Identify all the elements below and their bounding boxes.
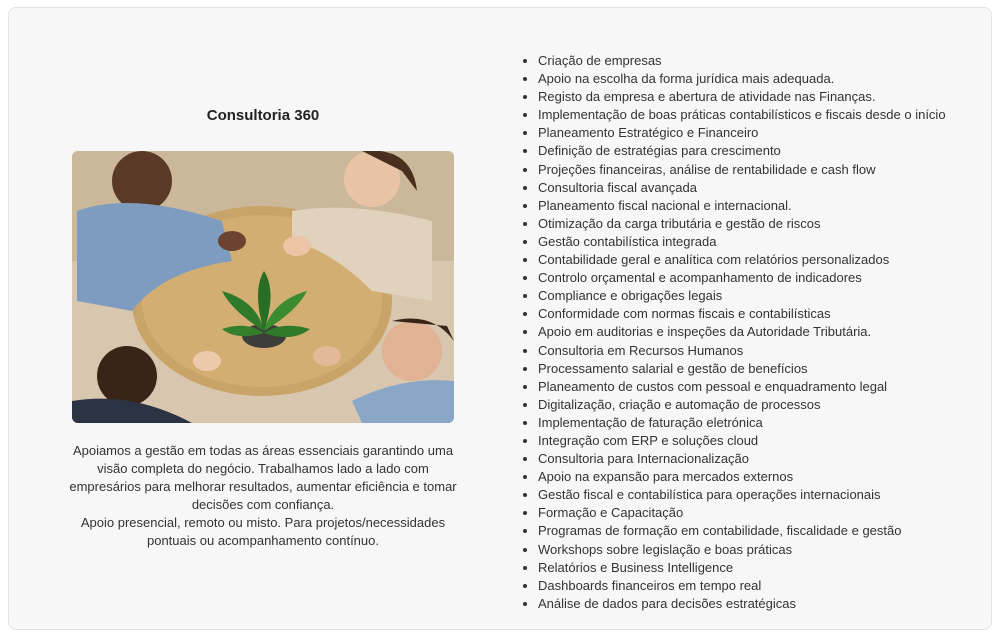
service-item: • Consultoria fiscal avançada: [538, 179, 946, 197]
service-item: • Workshops sobre legislação e boas práticas: [538, 541, 946, 559]
service-item: • Projeções financeiras, análise de rentabilidade e cash flow: [538, 161, 946, 179]
consultoria-card: [8, 7, 992, 630]
service-item: • Integração com ERP e soluções cloud: [538, 432, 946, 450]
service-item: • Registo da empresa e abertura de atividade nas Finanças.: [538, 88, 946, 106]
section-description: [64, 442, 462, 550]
service-item: • Implementação de faturação eletrónica: [538, 414, 946, 432]
service-item: • Consultoria para Internacionalização: [538, 450, 946, 468]
service-item: • Gestão fiscal e contabilística para operações internacionais: [538, 486, 946, 504]
service-item: • Definição de estratégias para crescimento: [538, 142, 946, 160]
service-item: • Formação e Capacitação: [538, 504, 946, 522]
service-item: • Conformidade com normas fiscais e contabilísticas: [538, 305, 946, 323]
service-item: • Contabilidade geral e analítica com relatórios personalizados: [538, 251, 946, 269]
service-item: • Planeamento Estratégico e Financeiro: [538, 124, 946, 142]
team-meeting-photo: [72, 151, 454, 423]
service-item: • Planeamento de custos com pessoal e enquadramento legal: [538, 378, 946, 396]
service-item: • Apoio na escolha da forma jurídica mais adequada.: [538, 70, 946, 88]
service-item: • Controlo orçamental e acompanhamento de indicadores: [538, 269, 946, 287]
service-item: • Digitalização, criação e automação de processos: [538, 396, 946, 414]
service-item: • Programas de formação em contabilidade, fiscalidade e gestão: [538, 522, 946, 540]
service-item: • Compliance e obrigações legais: [538, 287, 946, 305]
section-title: Consultoria 360: [206, 107, 320, 124]
service-item: • Processamento salarial e gestão de benefícios: [538, 360, 946, 378]
service-item: • Análise de dados para decisões estratégicas: [538, 595, 946, 613]
services-list: [521, 52, 946, 613]
description-paragraph: Apoio presencial, remoto ou misto. Para projetos/necessidades pontuais ou acompanhamento contínuo.: [80, 515, 446, 548]
service-item: • Relatórios e Business Intelligence: [538, 559, 946, 577]
description-paragraph: Apoiamos a gestão em todas as áreas essenciais garantindo uma visão completa do negócio. Trabalhamos lado a lado com empresários para melhorar resultados, aumentar eficiência e tomar decisões com confiança.: [69, 443, 457, 512]
service-item: • Criação de empresas: [538, 52, 946, 70]
service-item: • Otimização da carga tributária e gestão de riscos: [538, 215, 946, 233]
service-item: • Implementação de boas práticas contabilísticos e fiscais desde o início: [538, 106, 946, 124]
service-item: • Planeamento fiscal nacional e internacional.: [538, 197, 946, 215]
service-item: • Apoio na expansão para mercados externos: [538, 468, 946, 486]
service-item: • Gestão contabilística integrada: [538, 233, 946, 251]
service-item: • Apoio em auditorias e inspeções da Autoridade Tributária.: [538, 323, 946, 341]
service-item: • Dashboards financeiros em tempo real: [538, 577, 946, 595]
service-item: • Consultoria em Recursos Humanos: [538, 342, 946, 360]
